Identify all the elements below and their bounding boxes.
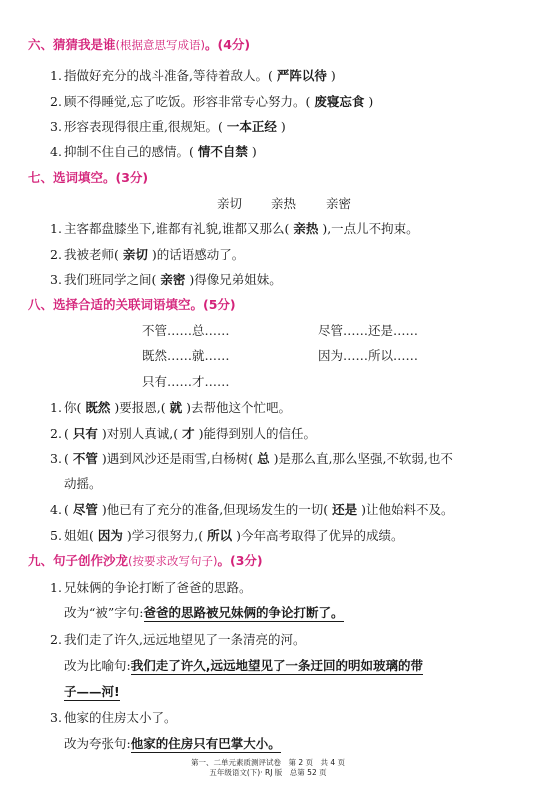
s7-item-3: 3. 我们班同学之间( 亲密 )得像兄弟姐妹。 <box>50 272 282 287</box>
section-9-title: 九、句子创作沙龙(按要求改写句子)。(3分) <box>28 553 263 568</box>
s8-item-3: 3. ( 不管 )遇到风沙还是雨雪,白杨树( 总 )是那么直,那么坚强,不软弱,也不 <box>50 451 453 466</box>
word-option-1: 亲切 <box>217 196 243 211</box>
s6-item-4: 4. 抑制不住自己的感情。( 情不自禁 ) <box>50 144 257 159</box>
conj-option-2: 尽管……还是…… <box>318 323 419 338</box>
s9-item-2-answer: 改为比喻句:我们走了许久,远远地望见了一条迂回的明如玻璃的带 <box>64 658 423 673</box>
s9-item-2: 2. 我们走了许久,远远地望见了一条清亮的河。 <box>50 632 306 647</box>
s9-item-3: 3. 他家的住房太小了。 <box>50 710 177 725</box>
s9-item-1-answer: 改为“被”字句:爸爸的思路被兄妹俩的争论打断了。 <box>64 605 344 620</box>
s7-item-1: 1. 主客都盘膝坐下,谁都有礼貌,谁都又那么( 亲热 ),一点儿不拘束。 <box>50 221 419 236</box>
s8-item-1: 1. 你( 既然 )要报恩,( 就 )去帮他这个忙吧。 <box>50 400 291 415</box>
word-option-2: 亲热 <box>271 196 297 211</box>
conj-option-1: 不管……总…… <box>142 323 230 338</box>
s6-item-1: 1. 指做好充分的战斗准备,等待着敌人。( 严阵以待 ) <box>50 68 336 83</box>
footer-edition-info: 五年级语文(下)· RJ 版 总第 52 页 <box>209 768 327 777</box>
word-option-3: 亲密 <box>326 196 352 211</box>
section-8-title: 八、选择合适的关联词语填空。(5分) <box>28 297 236 312</box>
s6-item-3: 3. 形容表现得很庄重,很规矩。( 一本正经 ) <box>50 119 286 134</box>
conj-option-3: 既然……就…… <box>142 348 230 363</box>
s8-item-4: 4. ( 尽管 )他已有了充分的准备,但现场发生的一切( 还是 )让他始料不及。 <box>50 502 454 517</box>
s7-item-2: 2. 我被老师( 亲切 )的话语感动了。 <box>50 247 245 262</box>
s8-item-5: 5. 姐姐( 因为 )学习很努力,( 所以 )今年高考取得了优异的成绩。 <box>50 528 404 543</box>
s8-item-2: 2. ( 只有 )对别人真诚,( 才 )能得到别人的信任。 <box>50 426 316 441</box>
section-6-title: 六、猜猜我是谁(根据意思写成语)。(4分) <box>28 37 251 52</box>
s9-item-3-answer: 改为夸张句:他家的住房只有巴掌大小。 <box>64 736 281 751</box>
footer-page-info: 第一、二单元素质测评试卷 第 2 页 共 4 页 <box>190 758 346 767</box>
conj-option-5: 只有……才…… <box>142 374 230 389</box>
section-7-title: 七、选词填空。(3分) <box>28 170 149 185</box>
conj-option-4: 因为……所以…… <box>318 348 419 363</box>
s9-item-2-answer-cont: 子——河! <box>64 684 120 699</box>
s6-item-2: 2. 顾不得睡觉,忘了吃饭。形容非常专心努力。( 废寝忘食 ) <box>50 94 374 109</box>
s9-item-1: 1. 兄妹俩的争论打断了爸爸的思路。 <box>50 580 252 595</box>
s8-item-3-cont: 动摇。 <box>64 476 102 491</box>
